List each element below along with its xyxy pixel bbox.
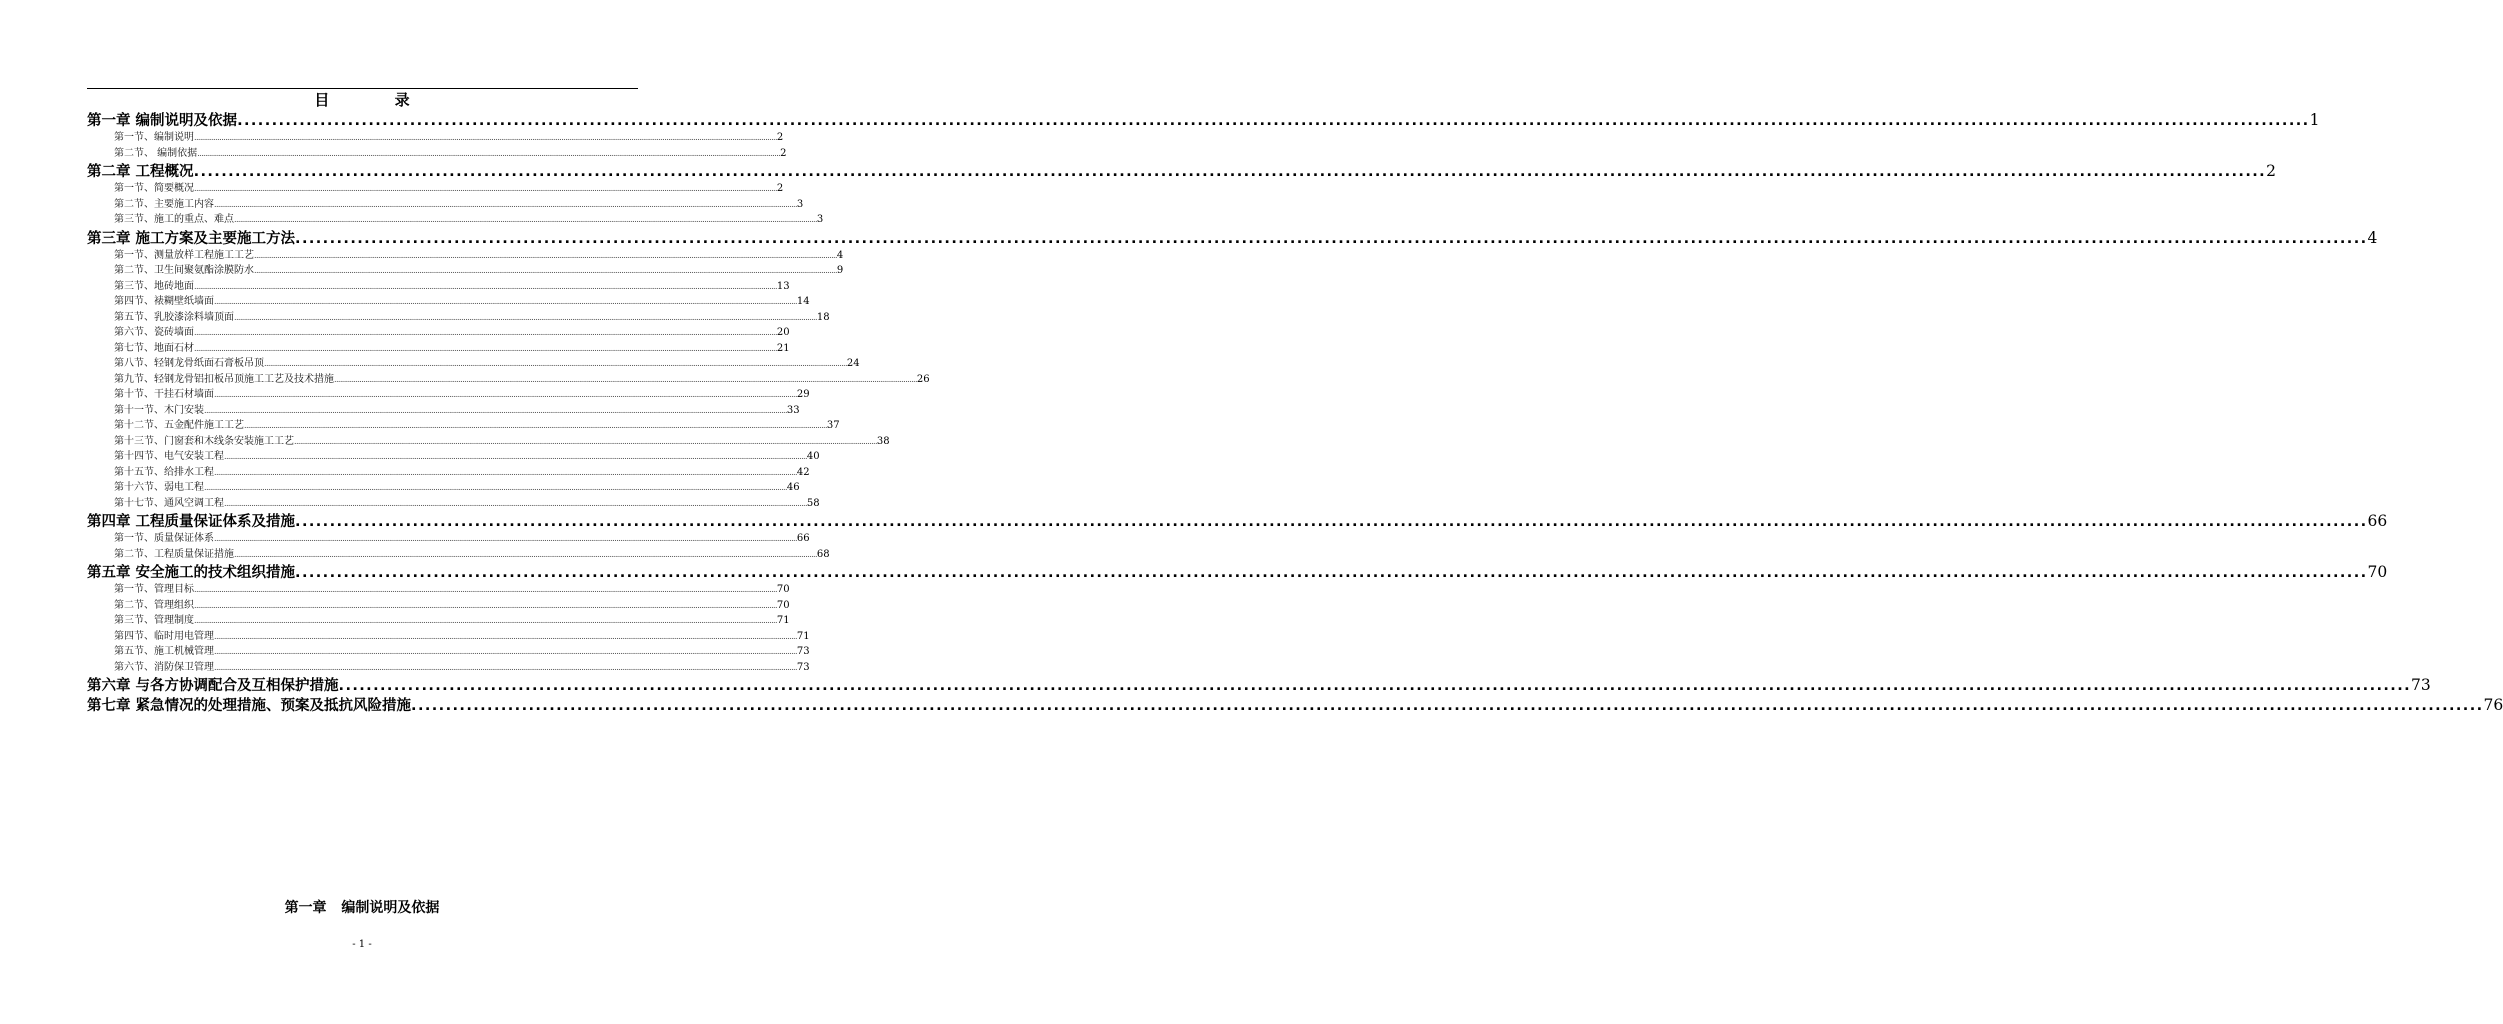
toc-entry-page: 70: [776, 599, 790, 611]
header-rule: [87, 88, 638, 89]
toc-section-entry[interactable]: [87, 531, 810, 547]
toc-chapter-entry[interactable]: [87, 562, 2388, 582]
dot-leader: ............................................................................................................................................................................................................................................................................................................: [295, 514, 2368, 530]
toc-entry-label: 第六章 与各方协调配合及互相保护措施: [87, 678, 339, 694]
dot-leader: ............................................................................................................................................................................................................................................................................................................: [194, 281, 777, 291]
toc-section-entry[interactable]: [87, 197, 804, 213]
toc-entry-label: 第一节、测量放样工程施工工艺: [114, 249, 254, 261]
toc-entry-page: 40: [806, 451, 820, 462]
toc-entry-page: 37: [826, 420, 840, 431]
toc-chapter-entry[interactable]: [87, 695, 2503, 715]
toc-entry-page: 73: [796, 661, 810, 673]
toc-entry-label: 第四节、临时用电管理: [114, 630, 214, 642]
toc-chapter-entry[interactable]: [87, 161, 2276, 181]
toc-section-entry[interactable]: [87, 403, 800, 419]
toc-entry-label: 第十一节、木门安装: [114, 404, 204, 416]
toc-entry-page: 33: [786, 404, 800, 416]
dot-leader: ............................................................................................................................................................................................................................................................................................................: [338, 678, 2412, 694]
toc-entry-label: 第三节、施工的重点、难点: [114, 214, 234, 225]
toc-section-entry[interactable]: [87, 449, 820, 465]
page-number: - 1 -: [352, 939, 372, 950]
toc-section-entry[interactable]: [87, 418, 840, 434]
dot-leader: ............................................................................................................................................................................................................................................................................................................: [214, 647, 797, 656]
toc-entry-page: 21: [776, 342, 790, 354]
toc-entry-page: 66: [2367, 512, 2388, 530]
toc-entry-label: 第五节、乳胶漆涂料墙顶面: [114, 311, 234, 323]
toc-entry-label: 第一节、编制说明: [114, 132, 194, 143]
toc-entry-page: 24: [846, 358, 860, 369]
toc-entry-label: 第三章 施工方案及主要施工方法: [87, 230, 296, 247]
toc-entry-page: 14: [796, 296, 810, 307]
dot-leader: ............................................................................................................................................................................................................................................................................................................: [214, 662, 797, 672]
dot-leader: ............................................................................................................................................................................................................................................................................................................: [214, 467, 797, 477]
toc-entry-label: 第十四节、电气安装工程: [114, 451, 224, 462]
dot-leader: ............................................................................................................................................................................................................................................................................................................: [214, 631, 797, 641]
dot-leader: ............................................................................................................................................................................................................................................................................................................: [294, 436, 877, 446]
toc-entry-page: 71: [796, 630, 810, 642]
toc-section-entry[interactable]: [87, 598, 790, 614]
toc-entry-label: 第一节、质量保证体系: [114, 533, 214, 544]
toc-entry-page: 42: [796, 466, 810, 478]
toc-section-entry[interactable]: [87, 496, 820, 512]
dot-leader: ............................................................................................................................................................................................................................................................................................................: [194, 616, 777, 625]
toc-entry-label: 第四节、裱糊壁纸墙面: [114, 296, 214, 307]
dot-leader: ............................................................................................................................................................................................................................................................................................................: [254, 250, 837, 260]
toc-section-entry[interactable]: [87, 356, 860, 372]
toc-entry-page: 46: [786, 482, 800, 493]
toc-entry-page: 4: [2367, 228, 2378, 247]
toc-entry-page: 18: [816, 311, 830, 323]
toc-entry-label: 第二节、主要施工内容: [114, 198, 214, 210]
toc-entry-page: 58: [806, 497, 820, 509]
dot-leader: ............................................................................................................................................................................................................................................................................................................: [244, 421, 827, 430]
toc-section-entry[interactable]: [87, 212, 824, 228]
toc-entry-label: 第七节、地面石材: [114, 342, 194, 354]
toc-chapter-entry[interactable]: [87, 675, 2431, 695]
toc-entry-label: 第七章 紧急情况的处理措施、预案及抵抗风险措施: [87, 698, 412, 714]
dot-leader: ............................................................................................................................................................................................................................................................................................................: [234, 215, 817, 224]
dot-leader: ............................................................................................................................................................................................................................................................................................................: [197, 148, 781, 158]
toc-section-entry[interactable]: [87, 146, 787, 162]
toc-section-entry[interactable]: [87, 130, 784, 146]
toc-entry-page: 76: [2483, 696, 2503, 714]
toc-entry-page: 1: [2309, 111, 2320, 129]
toc-entry-page: 2: [2266, 162, 2276, 180]
dot-leader: ............................................................................................................................................................................................................................................................................................................: [194, 133, 777, 142]
toc-entry-page: 29: [796, 389, 810, 400]
toc-section-entry[interactable]: [87, 480, 800, 496]
toc-entry-label: 第二节、卫生间聚氨酯涂膜防水: [114, 265, 254, 276]
toc-section-entry[interactable]: [87, 644, 810, 660]
dot-leader: ............................................................................................................................................................................................................................................................................................................: [214, 199, 797, 209]
toc-entry-label: 第五节、施工机械管理: [114, 646, 214, 657]
toc-section-entry[interactable]: [87, 263, 844, 279]
dot-leader: ............................................................................................................................................................................................................................................................................................................: [224, 452, 807, 461]
dot-leader: ............................................................................................................................................................................................................................................................................................................: [194, 343, 777, 353]
toc-entry-label: 第一节、管理目标: [114, 584, 194, 595]
toc-entry-label: 第三节、管理制度: [114, 615, 194, 626]
toc-section-entry[interactable]: [87, 248, 844, 264]
table-of-contents: [87, 110, 2503, 715]
toc-entry-label: 第十六节、弱电工程: [114, 482, 204, 493]
toc-entry-label: 第一章 编制说明及依据: [87, 113, 238, 129]
toc-section-entry[interactable]: [87, 613, 790, 629]
dot-leader: ............................................................................................................................................................................................................................................................................................................: [234, 549, 817, 559]
dot-leader: ............................................................................................................................................................................................................................................................................................................: [224, 498, 807, 508]
toc-section-entry[interactable]: [87, 325, 790, 341]
toc-entry-label: 第九节、轻钢龙骨铝扣板吊顶施工工艺及技术措施: [114, 373, 334, 385]
toc-section-entry[interactable]: [87, 434, 890, 450]
dot-leader: ............................................................................................................................................................................................................................................................................................................: [237, 113, 2310, 129]
toc-section-entry[interactable]: [87, 629, 810, 645]
toc-chapter-entry[interactable]: [87, 110, 2320, 130]
toc-entry-label: 第六节、瓷砖墙面: [114, 327, 194, 338]
toc-entry-page: 3: [816, 214, 824, 225]
dot-leader: ............................................................................................................................................................................................................................................................................................................: [295, 565, 2368, 581]
toc-entry-page: 26: [916, 373, 930, 385]
toc-entry-label: 第二节、管理组织: [114, 599, 194, 611]
toc-entry-page: 73: [796, 646, 810, 657]
toc-chapter-entry[interactable]: [87, 228, 2378, 248]
toc-entry-label: 第六节、消防保卫管理: [114, 661, 214, 673]
dot-leader: ............................................................................................................................................................................................................................................................................................................: [204, 405, 787, 415]
toc-title: 目 录: [314, 91, 440, 109]
toc-entry-label: 第一节、简要概况: [114, 183, 194, 194]
toc-section-entry[interactable]: [87, 294, 810, 310]
dot-leader: ............................................................................................................................................................................................................................................................................................................: [214, 390, 797, 399]
toc-entry-page: 9: [836, 265, 844, 276]
dot-leader: ............................................................................................................................................................................................................................................................................................................: [194, 328, 777, 337]
toc-entry-page: 70: [2367, 563, 2388, 581]
toc-entry-label: 第二章 工程概况: [87, 164, 194, 180]
toc-section-entry[interactable]: [87, 582, 790, 598]
toc-entry-label: 第四章 工程质量保证体系及措施: [87, 514, 296, 530]
toc-entry-label: 第五章 安全施工的技术组织措施: [87, 565, 296, 581]
toc-entry-label: 第十五节、给排水工程: [114, 466, 214, 478]
toc-chapter-entry[interactable]: [87, 511, 2388, 531]
dot-leader: ............................................................................................................................................................................................................................................................................................................: [254, 266, 837, 275]
dot-leader: ............................................................................................................................................................................................................................................................................................................: [264, 359, 847, 368]
dot-leader: ............................................................................................................................................................................................................................................................................................................: [411, 698, 2484, 714]
toc-entry-page: 68: [816, 548, 830, 560]
toc-entry-page: 3: [796, 198, 804, 210]
chapter-heading: 第一章 编制说明及依据: [284, 900, 440, 916]
dot-leader: ............................................................................................................................................................................................................................................................................................................: [194, 585, 777, 594]
toc-entry-label: 第二节、工程质量保证措施: [114, 548, 234, 560]
toc-entry-label: 第十节、干挂石材墙面: [114, 389, 214, 400]
toc-section-entry[interactable]: [87, 181, 784, 197]
toc-entry-page: 2: [780, 147, 787, 159]
dot-leader: ............................................................................................................................................................................................................................................................................................................: [334, 374, 917, 384]
toc-entry-page: 38: [876, 435, 890, 447]
toc-section-entry[interactable]: [87, 341, 790, 357]
toc-entry-page: 20: [776, 327, 790, 338]
dot-leader: ............................................................................................................................................................................................................................................................................................................: [295, 230, 2368, 247]
toc-entry-page: 2: [776, 132, 784, 143]
toc-entry-page: 13: [776, 280, 790, 292]
toc-entry-page: 71: [776, 615, 790, 626]
toc-section-entry[interactable]: [87, 547, 830, 563]
toc-section-entry[interactable]: [87, 660, 810, 676]
dot-leader: ............................................................................................................................................................................................................................................................................................................: [194, 600, 777, 610]
toc-entry-page: 66: [796, 533, 810, 544]
toc-entry-label: 第三节、地砖地面: [114, 280, 194, 292]
dot-leader: ............................................................................................................................................................................................................................................................................................................: [204, 483, 787, 492]
toc-entry-page: 4: [836, 249, 844, 261]
dot-leader: ............................................................................................................................................................................................................................................................................................................: [234, 312, 817, 322]
toc-entry-page: 73: [2411, 676, 2431, 694]
toc-entry-page: 2: [776, 183, 784, 194]
dot-leader: ............................................................................................................................................................................................................................................................................................................: [214, 534, 797, 543]
toc-section-entry[interactable]: [87, 310, 830, 326]
dot-leader: ............................................................................................................................................................................................................................................................................................................: [193, 164, 2267, 180]
toc-entry-label: 第八节、轻钢龙骨纸面石膏板吊顶: [114, 358, 264, 369]
dot-leader: ............................................................................................................................................................................................................................................................................................................: [214, 297, 797, 306]
toc-entry-page: 70: [776, 584, 790, 595]
toc-entry-label: 第二节、 编制依据: [114, 147, 198, 159]
toc-section-entry[interactable]: [87, 465, 810, 481]
dot-leader: ............................................................................................................................................................................................................................................................................................................: [194, 184, 777, 193]
toc-section-entry[interactable]: [87, 387, 810, 403]
toc-section-entry[interactable]: [87, 279, 790, 295]
toc-entry-label: 第十二节、五金配件施工工艺: [114, 420, 244, 431]
toc-entry-label: 第十三节、门窗套和木线条安装施工工艺: [114, 435, 294, 447]
toc-section-entry[interactable]: [87, 372, 930, 388]
toc-entry-label: 第十七节、通风空调工程: [114, 497, 224, 509]
